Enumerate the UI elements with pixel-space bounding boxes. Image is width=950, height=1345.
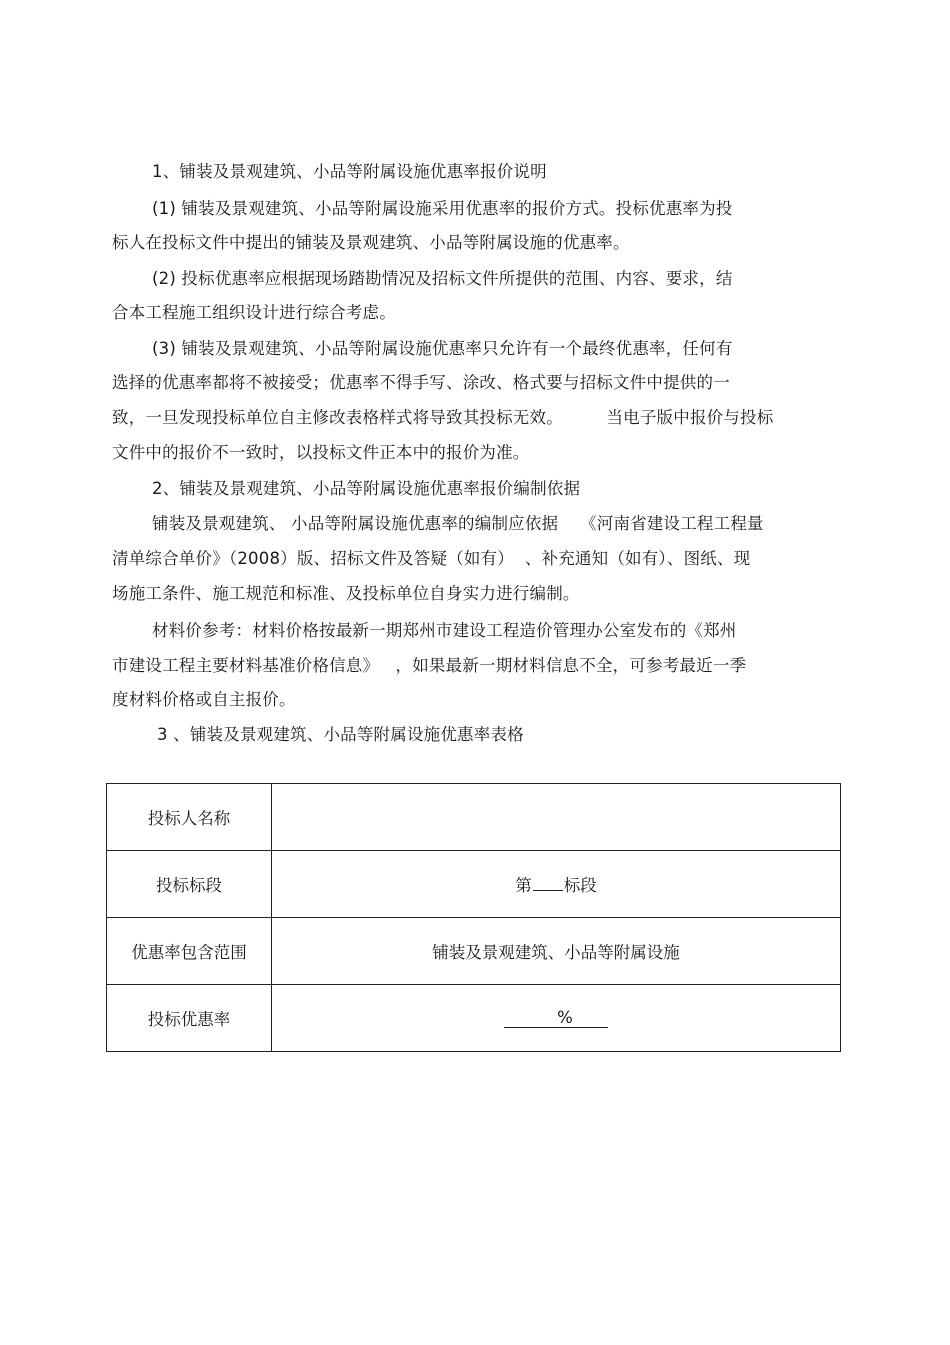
bidder-name-field[interactable] (272, 784, 841, 851)
paragraph-line: 选择的优惠率都将不被接受；优惠率不得手写、涂改、格式要与招标文件中提供的一 (112, 373, 730, 392)
paragraph-line: 标人在投标文件中提出的铺装及景观建筑、小品等附属设施的优惠率。 (112, 233, 630, 252)
paragraph-line: 清单综合单价》（2008）版、招标文件及答疑（如有） 、补充通知（如有）、图纸、现 (112, 549, 751, 568)
paragraph-line: (1) 铺装及景观建筑、小品等附属设施采用优惠率的报价方式。投标优惠率为投 (152, 199, 733, 218)
paragraph-line: 度材料价格或自主报价。 (112, 690, 296, 709)
table-row (107, 784, 841, 851)
paragraph-line: 文件中的报价不一致时，以投标文件正本中的报价为准。 (112, 443, 530, 462)
bid-section-field[interactable] (272, 851, 841, 918)
table-row (107, 851, 841, 918)
discount-rate-label: 投标优惠率 (107, 985, 272, 1052)
paragraph-line: 铺装及景观建筑、 小品等附属设施优惠率的编制应依据 《河南省建设工程工程量 (152, 514, 764, 533)
paragraph-line: 市建设工程主要材料基准价格信息》 ，如果最新一期材料信息不全，可参考最近一季 (112, 656, 747, 675)
section-3-heading: 3 、铺装及景观建筑、小品等附属设施优惠率表格 (157, 725, 524, 744)
section-1-heading: 1、铺装及景观建筑、小品等附属设施优惠率报价说明 (152, 162, 547, 181)
paragraph-line: 致，一旦发现投标单位自主修改表格样式将导致其投标无效。 当电子版中报价与投标 (112, 408, 774, 427)
paragraph-line: 场施工条件、施工规范和标准、及投标单位自身实力进行编制。 (112, 584, 580, 603)
discount-rate-field[interactable] (272, 985, 841, 1052)
discount-rate-percent[interactable]: % (504, 1009, 608, 1028)
discount-rate-table (106, 783, 841, 1052)
scope-value: 铺装及景观建筑、小品等附属设施 (272, 918, 841, 985)
bid-section-label: 投标标段 (107, 851, 272, 918)
bid-section-blank[interactable] (533, 876, 563, 891)
table-row (107, 985, 841, 1052)
bidder-name-label: 投标人名称 (107, 784, 272, 851)
paragraph-line: 材料价参考：材料价格按最新一期郑州市建设工程造价管理办公室发布的《郑州 (152, 621, 737, 640)
scope-label: 优惠率包含范围 (107, 918, 272, 985)
paragraph-line: 合本工程施工组织设计进行综合考虑。 (112, 303, 396, 322)
bid-section-suffix: 标段 (563, 876, 597, 895)
bid-section-prefix: 第 (515, 876, 532, 895)
paragraph-line: (3) 铺装及景观建筑、小品等附属设施优惠率只允许有一个最终优惠率，任何有 (152, 339, 733, 358)
table-row (107, 918, 841, 985)
section-2-heading: 2、铺装及景观建筑、小品等附属设施优惠率报价编制依据 (152, 479, 581, 498)
paragraph-line: (2) 投标优惠率应根据现场踏勘情况及招标文件所提供的范围、内容、要求，结 (152, 269, 733, 288)
